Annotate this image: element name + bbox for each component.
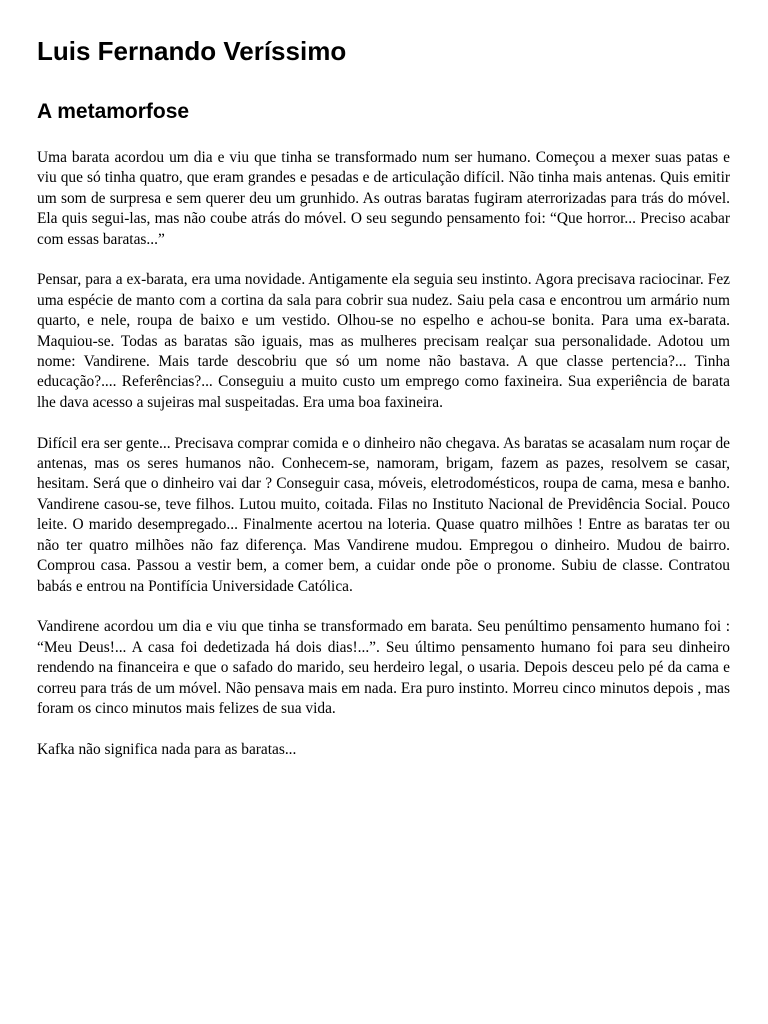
paragraph-1: Uma barata acordou um dia e viu que tinha se transformado num ser humano. Começou a mexer suas patas e viu que só tinha quatro, que eram grandes e pesadas e de articulação difícil. Não tinha mais antenas. Quis emitir um som de surpresa e sem querer deu um grunhido. As outras baratas fugiram aterrorizadas para trás do móvel. Ela quis segui-las, mas não coube atrás do móvel. O seu segundo pensamento foi: “Que horror... Preciso acabar com essas baratas...” <box>37 149 730 248</box>
story-title: A metamorfose <box>37 100 190 123</box>
story-body <box>37 148 730 760</box>
author-heading: Luis Fernando Veríssimo <box>37 36 347 66</box>
paragraph-5: Kafka não significa nada para as baratas... <box>37 740 297 758</box>
document-page <box>37 30 730 781</box>
paragraph-2: Pensar, para a ex-barata, era uma novidade. Antigamente ela seguia seu instinto. Agora precisava raciocinar. Fez uma espécie de manto com a cortina da sala para cobrir sua nudez. Saiu pela casa e encontrou um armário num quarto, e nele, roupa de baixo e um vestido. Olhou-se no espelho e achou-se bonita. Para uma ex-barata. Maquiou-se. Todas as baratas são iguais, mas as mulheres precisam realçar sua personalidade. Adotou um nome: Vandirene. Mais tarde descobriu que só um nome não bastava. A que classe pertencia?... Tinha educação?.... Referências?... Conseguiu a muito custo um emprego como faxineira. Sua experiência de barata lhe dava acesso a sujeiras mal suspeitadas. Era uma boa faxineira. <box>37 271 730 411</box>
paragraph-4: Vandirene acordou um dia e viu que tinha se transformado em barata. Seu penúltimo pensamento humano foi : “Meu Deus!... A casa foi dedetizada há dois dias!...”. Seu último pensamento humano foi para seu dinheiro rendendo na financeira e que o safado do marido, seu herdeiro legal, o usaria. Depois desceu pelo pé da cama e correu para trás de um móvel. Não pensava mais em nada. Era puro instinto. Morreu cinco minutos depois , mas foram os cinco minutos mais felizes de sua vida. <box>37 618 730 717</box>
paragraph-3: Difícil era ser gente... Precisava comprar comida e o dinheiro não chegava. As baratas se acasalam num roçar de antenas, mas os seres humanos não. Conhecem-se, namoram, brigam, fazem as pazes, resolvem se casar, hesitam. Será que o dinheiro vai dar ? Conseguir casa, móveis, eletrodomésticos, roupa de cama, mesa e banho. Vandirene casou-se, teve filhos. Lutou muito, coitada. Filas no Instituto Nacional de Previdência Social. Pouco leite. O marido desempregado... Finalmente acertou na loteria. Quase quatro milhões ! Entre as baratas ter ou não ter quatro milhões não faz diferença. Mas Vandirene mudou. Empregou o dinheiro. Mudou de bairro. Comprou casa. Passou a vestir bem, a comer bem, a cuidar onde põe o pronome. Subiu de classe. Contratou babás e entrou na Pontifícia Universidade Católica. <box>37 434 730 595</box>
